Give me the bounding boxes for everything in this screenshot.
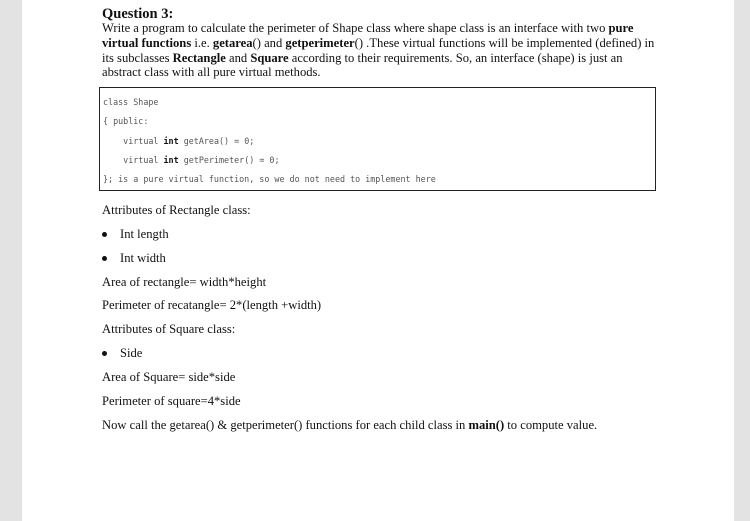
rectangle-attributes-heading: Attributes of Rectangle class: <box>102 203 251 217</box>
intro-bold-pure-virtual: pure virtual functions <box>102 21 634 50</box>
code-block <box>99 87 656 191</box>
intro-bold-getperimeter: getperimeter <box>285 35 355 50</box>
square-area-formula: Area of Square= side*side <box>102 370 236 384</box>
square-perimeter-formula: Perimeter of square=4*side <box>102 394 241 408</box>
intro-text: according to their requirements. So, an interface (shape) is just an abstract class with all pure virtual methods. <box>102 50 623 80</box>
list-item <box>102 227 169 242</box>
intro-bold-rectangle: Rectangle <box>172 50 226 65</box>
list-item-text: Int width <box>120 251 166 265</box>
square-attributes-heading: Attributes of Square class: <box>102 322 236 336</box>
rectangle-perimeter-formula: Perimeter of recatangle= 2*(length +width) <box>102 298 322 312</box>
code-token: virtual <box>103 155 164 165</box>
code-token: getPerimeter() = 0; <box>178 155 280 165</box>
list-item-text: Int length <box>120 227 169 241</box>
list-item-text: Side <box>120 346 143 360</box>
code-line: class Shape <box>103 97 159 107</box>
list-item <box>102 346 142 361</box>
intro-text: i.e. <box>191 35 213 50</box>
list-item <box>102 251 166 266</box>
bullet-icon <box>102 351 107 356</box>
intro-text: Write a program to calculate the perimeter of Shape class where shape class is an interface with two <box>102 21 609 35</box>
code-line <box>103 155 280 165</box>
code-token: virtual <box>103 136 164 146</box>
intro-text: and <box>225 50 251 65</box>
code-line: }; is a pure virtual function, so we do not need to implement here <box>103 174 436 184</box>
intro-bold-square: Square <box>250 50 289 65</box>
intro-text: () .These virtual functions will be implemented (defined) in its subclasses <box>102 35 655 65</box>
rectangle-area-formula: Area of rectangle= width*height <box>102 275 267 289</box>
code-line <box>103 136 254 146</box>
bullet-icon <box>102 232 107 237</box>
question-intro <box>102 21 662 80</box>
final-instruction <box>102 418 597 433</box>
code-token: getArea() = 0; <box>178 136 255 146</box>
bullet-icon <box>102 256 107 261</box>
intro-text: () and <box>252 35 286 50</box>
code-keyword: int <box>163 155 179 165</box>
code-keyword: int <box>163 136 179 146</box>
question-title: Question 3: <box>102 6 174 22</box>
document-page <box>22 0 734 521</box>
final-text: to compute value. <box>504 418 598 432</box>
code-line: { public: <box>103 116 149 126</box>
final-text: Now call the getarea() & getperimeter() functions for each child class in <box>102 418 469 432</box>
final-bold-main: main() <box>468 418 505 432</box>
intro-bold-getarea: getarea <box>212 35 253 50</box>
